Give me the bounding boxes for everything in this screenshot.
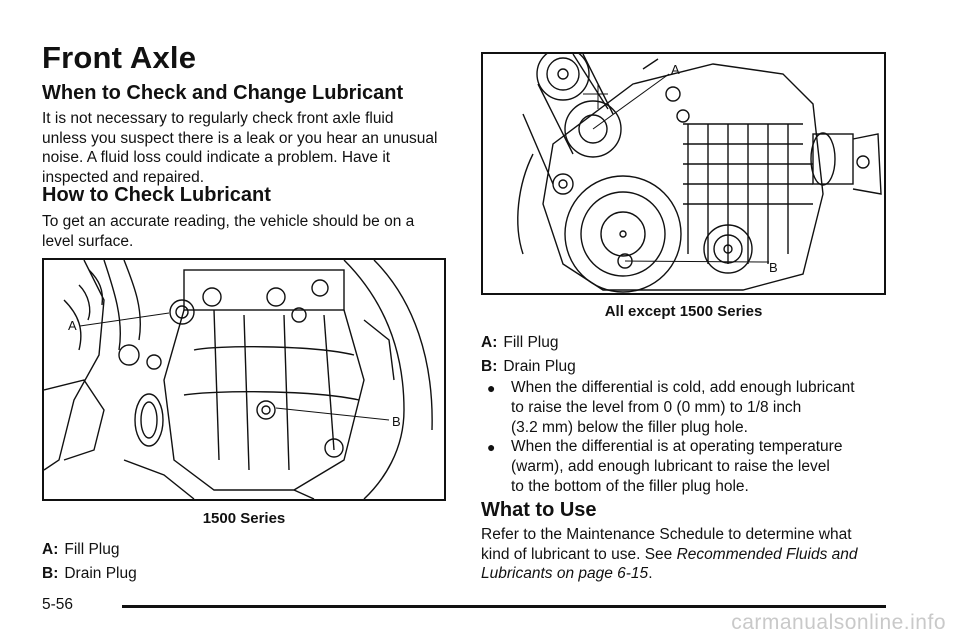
legend-other-a [481,333,559,353]
legend-1500-a [42,540,120,560]
section-body-when-to-check: It is not necessary to regularly check front axle fluid unless you suspect there is a leak or you hear an unusual noise. A fluid loss could indicate a problem. Have it inspected and repaired. [42,110,438,186]
callout-a-other: A [671,62,680,77]
legend-key: A: [481,334,498,351]
figure-caption-other: All except 1500 Series [604,303,763,320]
callout-b-other: B [769,260,778,275]
axle-1500-illustration [44,260,444,499]
figure-caption-1500: 1500 Series [202,510,286,527]
axle-other-illustration [483,54,884,293]
legend-key: B: [42,565,59,582]
legend-key: B: [481,358,498,375]
bullet-dot-icon: ● [487,439,496,455]
legend-1500-b [42,564,137,584]
page-number: 5-56 [42,596,74,613]
legend-value: Drain Plug [64,565,137,582]
figure-1500-series [42,258,446,501]
callout-a-1500: A [68,318,77,333]
watermark: carmanualsonline.info [731,611,946,634]
page-title: Front Axle [42,40,197,75]
section-body-how-to-check: To get an accurate reading, the vehicle should be on a level surface. [42,213,415,250]
legend-value: Fill Plug [503,334,559,351]
legend-value: Drain Plug [503,358,576,375]
section-heading-what-to-use: What to Use [481,499,597,521]
bullet-dot-icon: ● [487,380,496,396]
legend-value: Fill Plug [64,541,120,558]
legend-key: A: [42,541,59,558]
section-heading-when-to-check: When to Check and Change Lubricant [42,82,404,104]
footer-rule [122,605,886,608]
figure-all-except-1500 [481,52,886,295]
section-heading-how-to-check: How to Check Lubricant [42,184,271,206]
section-body-what-to-use: Refer to the Maintenance Schedule to determine what kind of lubricant to use. See Recommended Fluids and Lubricants on page 6-15. [481,526,858,582]
cross-reference-link[interactable]: Recommended Fluids and Lubricants on page 6-15 [481,545,858,582]
bullet-text: When the differential is at operating temperature (warm), add enough lubricant to raise the level to the bottom of the filler plug hole. [511,438,843,495]
bullet-text: When the differential is cold, add enough lubricant to raise the level from 0 (0 mm) to 1/8 inch (3.2 mm) below the filler plug hole. [511,379,855,436]
callout-b-1500: B [392,414,401,429]
legend-other-b [481,357,576,377]
